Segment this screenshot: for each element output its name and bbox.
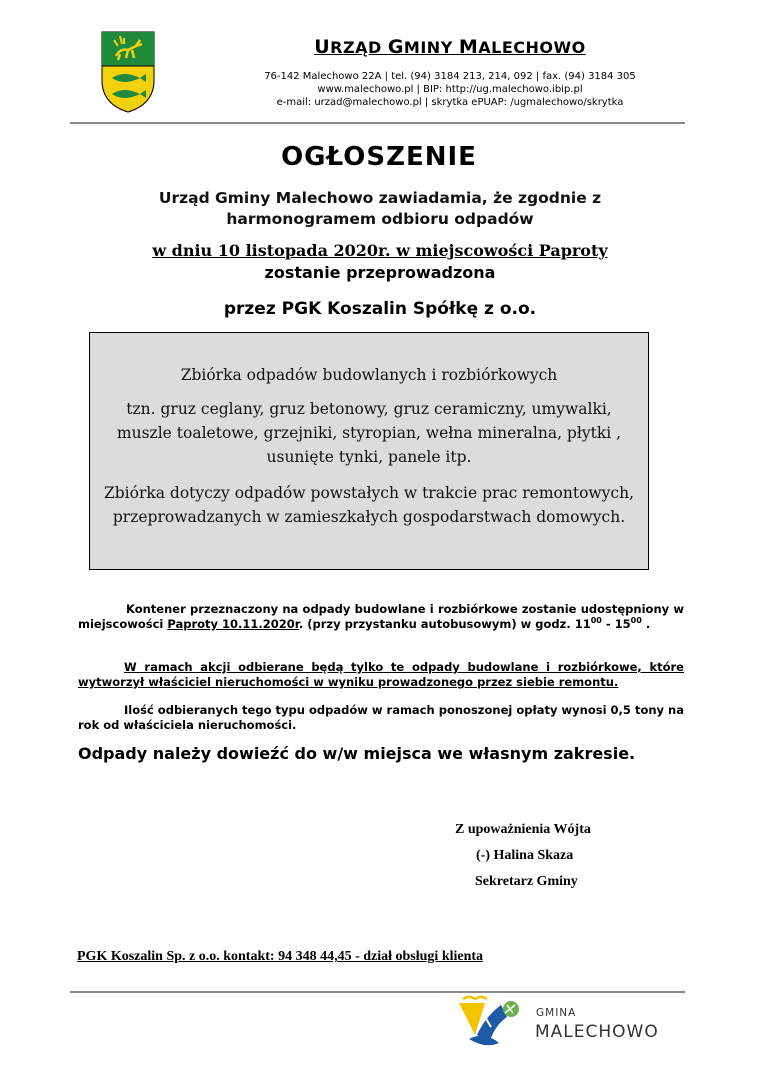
gmina-logo-icon: [455, 995, 525, 1051]
final-instruction: Odpady należy dowieźć do w/w miejsca we własnym zakresie.: [78, 744, 636, 763]
notice-intro: Urząd Gminy Malechowo zawiadamia, że zgodnie z harmonogramem odbioru odpadów: [158, 189, 602, 228]
header-divider: [70, 122, 685, 124]
address-line: 76-142 Malechowo 22A | tel. (94) 3184 213, 214, 092 | fax. (94) 3184 305: [264, 71, 636, 82]
coat-of-arms-icon: [100, 30, 156, 114]
pgk-contact-line: PGK Koszalin Sp. z o.o. kontakt: 94 348 44,45 - dział obsługi klienta: [77, 949, 484, 964]
box-items: tzn. gruz ceglany, gruz betonowy, gruz ceramiczny, umywalki, muszle toaletowe, grzejniki, styropian, wełna mineralna, płytki , usunięte tynki, panele itp.: [116, 400, 622, 466]
quota-paragraph: Ilość odbieranych tego typu odpadów w ramach ponoszonej opłaty wynosi 0,5 tony na rok od właściciela nieruchomości.: [78, 703, 684, 732]
notice-date-line: w dniu 10 listopada 2020r. w miejscowości Paproty: [152, 241, 608, 260]
email-line[interactable]: e-mail: urzad@malechowo.pl | skrytka ePUAP: /ugmalechowo/skrytka: [276, 97, 624, 108]
box-scope: Zbiórka dotyczy odpadów powstałych w trakcie prac remontowych, przeprowadzanych w zamieszkałych gospodarstwach domowych.: [103, 484, 635, 526]
office-contact: [205, 70, 695, 109]
logo-text-malechowo: MALECHOWO: [535, 1022, 659, 1042]
scope-paragraph: W ramach akcji odbierane będą tylko te odpady budowlane i rozbiórkowe, które wytworzył właściciel nieruchomości w wyniku prowadzonego przez siebie remontu.: [78, 660, 684, 689]
notice-by-line: przez PGK Koszalin Spółkę z o.o.: [223, 299, 537, 319]
web-line[interactable]: www.malechowo.pl | BIP: http://ug.malechowo.ibip.pl: [317, 84, 583, 95]
office-name: URZĄD GMINY MALECHOWO: [314, 36, 586, 58]
signature-authority: Z upoważnienia Wójta: [455, 822, 591, 837]
signature-title: Sekretarz Gminy: [475, 874, 578, 889]
box-heading: Zbiórka odpadów budowlanych i rozbiórkowych: [180, 366, 558, 384]
collection-info-box: [89, 332, 649, 570]
signature-name: (-) Halina Skaza: [476, 848, 574, 863]
notice-conducted-line: zostanie przeprowadzona: [264, 263, 496, 282]
container-paragraph: Kontener przeznaczony na odpady budowlane i rozbiórkowe zostanie udostępniony w miejscowości Paproty 10.11.2020r. (przy przystanku autobusowym) w godz. $11^{00} - 15^{00}$ .: [78, 602, 684, 631]
footer-divider: [70, 991, 685, 993]
logo-text-gmina: GMINA: [536, 1007, 577, 1019]
notice-title: OGŁOSZENIE: [281, 142, 477, 172]
